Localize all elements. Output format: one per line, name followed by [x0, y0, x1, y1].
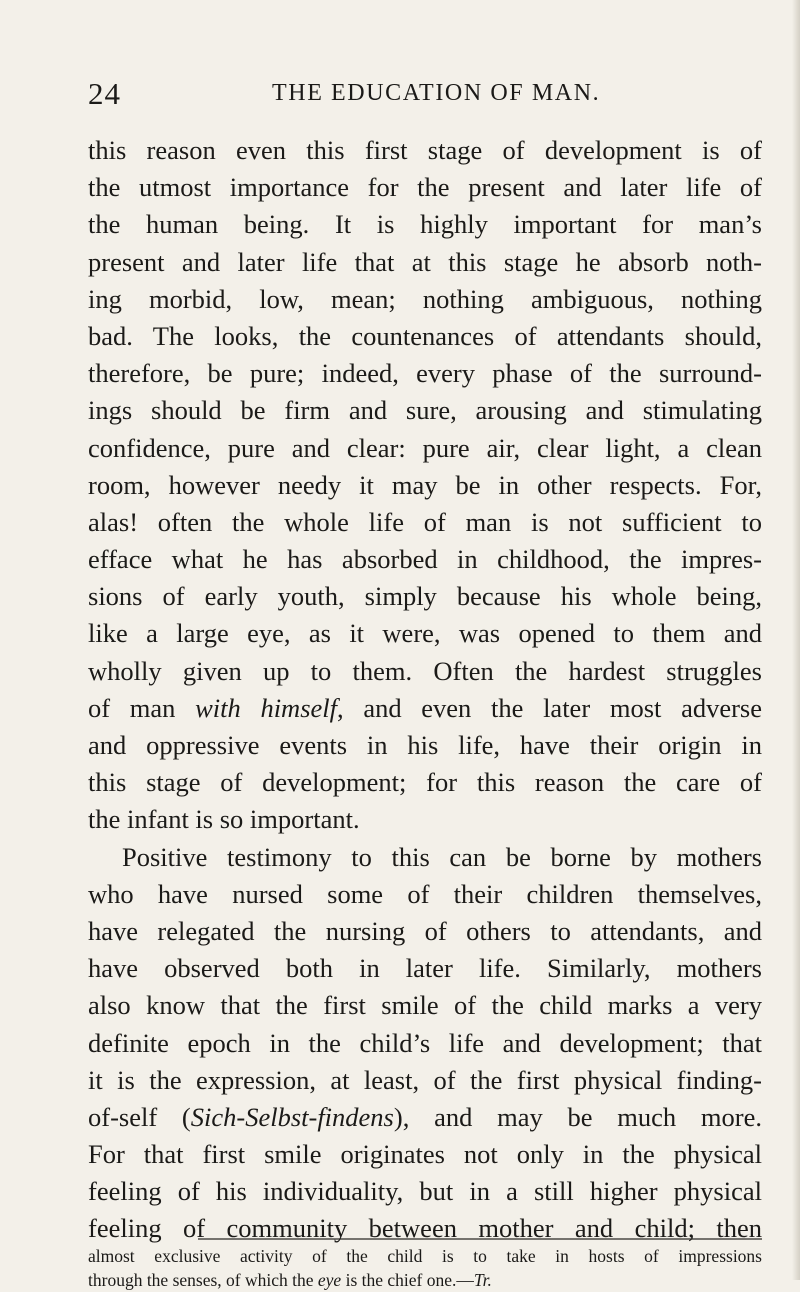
text-segment: ), and may be much more. [393, 1101, 762, 1132]
emphasis-with-himself: with himself [195, 692, 337, 723]
emphasis-german-term: Sich-Selbst-findens [190, 1101, 394, 1132]
text-segment: , and even the later most adverse [337, 692, 762, 723]
text-line: have relegated the nursing of others to attendants, and [88, 915, 762, 946]
text-line: feeling of his individuality, but in a still higher physical [88, 1176, 762, 1207]
text-line: like a large eye, as it were, was opened to them and [88, 618, 762, 649]
footnote [88, 1244, 762, 1292]
text-line: who have nursed some of their children themselves, [88, 878, 762, 909]
text-line-with-emphasis [88, 690, 762, 727]
text-line: this reason even this first stage of development is of [88, 135, 762, 165]
text-line: the human being. It is highly important for man’s [88, 209, 762, 240]
text-line: confidence, pure and clear: pure air, clear light, a clean [88, 432, 762, 463]
emphasis-eye: eye [317, 1270, 342, 1290]
paragraph-start-line: Positive testimony to this can be borne by mothers [122, 841, 762, 872]
text-line: feeling of community between mother and child; then [88, 1213, 762, 1244]
text-line: the infant is so important. [88, 804, 360, 835]
footnote-line [88, 1268, 762, 1292]
body-text [88, 132, 762, 1248]
text-line: have observed both in later life. Similarly, mothers [88, 953, 762, 984]
text-line: it is the expression, at least, of the first physical finding- [88, 1064, 762, 1095]
text-line: and oppressive events in his life, have their origin in [88, 730, 762, 760]
text-line: therefore, be pure; indeed, every phase of the surround- [88, 358, 762, 389]
text-line: definite epoch in the child’s life and development; that [88, 1027, 762, 1058]
text-line: ing morbid, low, mean; nothing ambiguous, nothing [88, 283, 762, 314]
text-line: the utmost importance for the present and later life of [88, 172, 762, 203]
footnote-line: almost exclusive activity of the child is to take in hosts of impressions [88, 1246, 762, 1266]
text-segment: of-self ( [88, 1101, 191, 1132]
text-line: this stage of development; for this reason the care of [88, 767, 762, 798]
running-title: THE EDUCATION OF MAN. [272, 80, 601, 106]
text-line: efface what he has absorbed in childhood, the impres- [88, 544, 762, 575]
text-segment: through the senses, of which the [88, 1270, 318, 1290]
text-segment: of man [88, 692, 196, 723]
text-line: also know that the first smile of the child marks a very [88, 990, 762, 1021]
text-line-with-emphasis [88, 1099, 762, 1136]
text-line: present and later life that at this stage he absorb noth- [88, 246, 762, 277]
text-line: sions of early youth, simply because his whole being, [88, 581, 762, 612]
translator-mark: Tr. [473, 1270, 492, 1290]
page-edge-shadow [792, 0, 800, 1280]
page-number: 24 [88, 76, 121, 111]
text-line: alas! often the whole life of man is not sufficient to [88, 506, 762, 537]
text-line: bad. The looks, the countenances of attendants should, [88, 320, 762, 351]
text-line: For that first smile originates not only in the physical [88, 1139, 762, 1170]
footnote-rule [88, 1238, 762, 1242]
text-segment: is the chief one.— [341, 1270, 474, 1290]
running-head [88, 76, 760, 116]
text-line: ings should be firm and sure, arousing and stimulating [88, 395, 762, 426]
text-line: room, however needy it may be in other respects. For, [88, 469, 762, 500]
text-line: wholly given up to them. Often the hardest struggles [88, 655, 762, 686]
